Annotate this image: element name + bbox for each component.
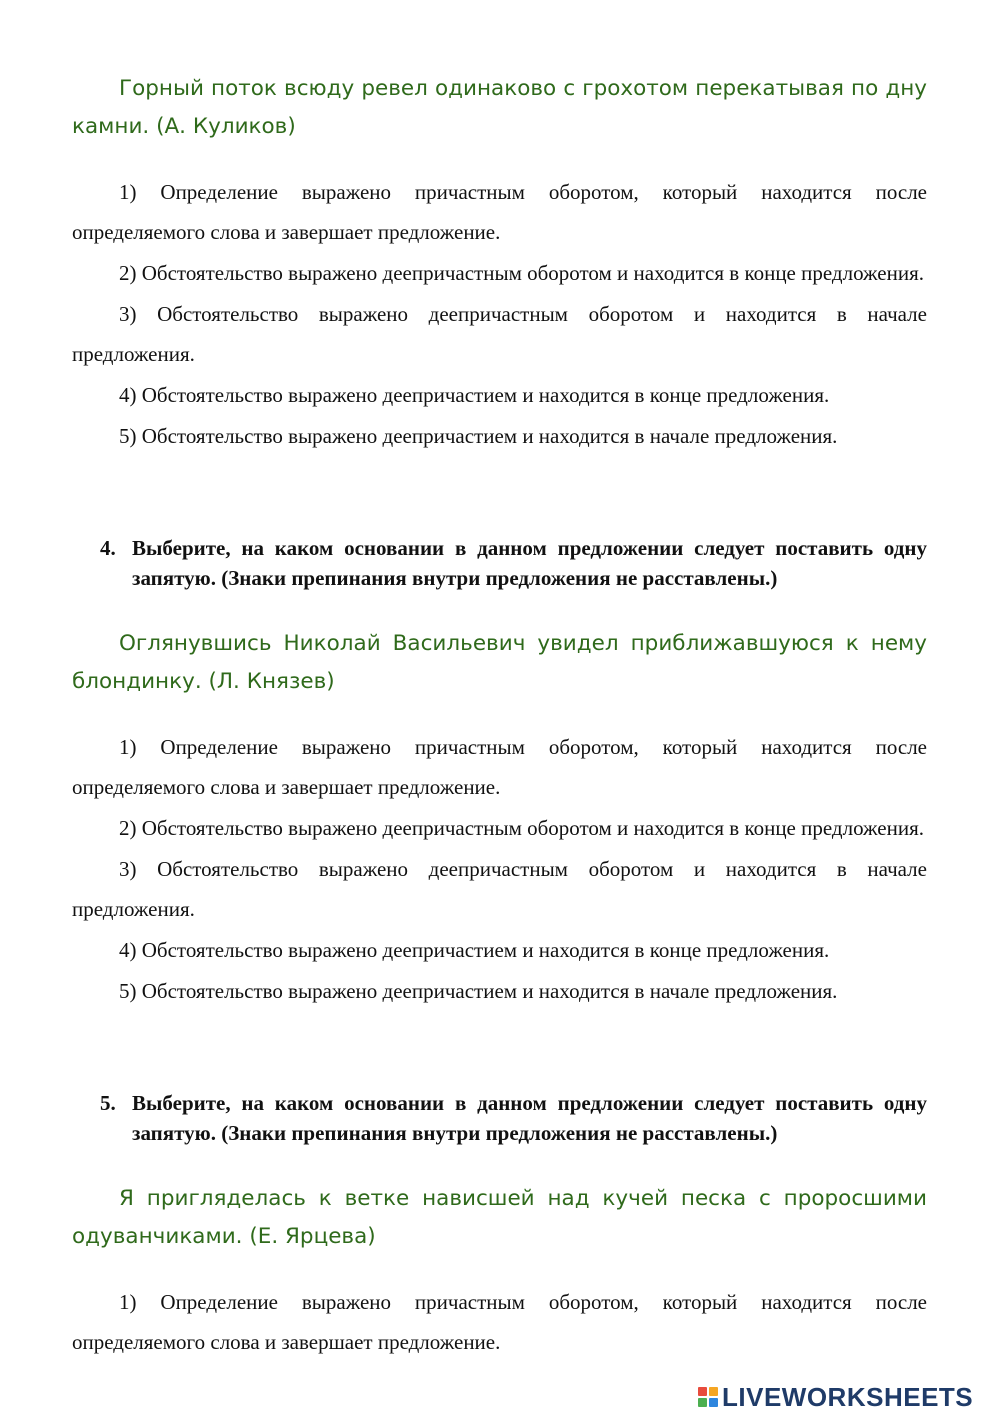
option-5[interactable]: 5) Обстоятельство выражено деепричастием и находится в начале предложения. <box>119 424 838 448</box>
options-list-5 <box>72 1282 927 1363</box>
example-sentence: Горный поток всюду ревел одинаково с грохотом перекатывая по дну камни. (А. Куликов) <box>72 76 927 139</box>
option-4[interactable]: 4) Обстоятельство выражено деепричастием и находится в конце предложения. <box>119 383 830 407</box>
question-text: Выберите, на каком основании в данном предложении следует поставить одну запятую. (Знаки препинания внутри предложения не расставлены.) <box>132 536 927 590</box>
option-4[interactable]: 4) Обстоятельство выражено деепричастием и находится в конце предложения. <box>119 938 830 962</box>
question-4 <box>100 533 927 593</box>
sentence-block-5 <box>72 1180 927 1256</box>
question-number: 4. <box>100 536 116 560</box>
example-sentence: Оглянувшись Николай Васильевич увидел приближавшуюся к нему блондинку. (Л. Князев) <box>72 631 927 694</box>
logo-square-green <box>698 1398 707 1407</box>
sentence-block-1 <box>72 70 927 146</box>
liveworksheets-logo[interactable] <box>698 1382 973 1412</box>
option-3[interactable]: 3) Обстоятельство выражено деепричастным оборотом и находится в начале предложения. <box>72 857 927 921</box>
option-5[interactable]: 5) Обстоятельство выражено деепричастием и находится в начале предложения. <box>119 979 838 1003</box>
option-1[interactable]: 1) Определение выражено причастным оборотом, который находится после определяемого слова и завершает предложение. <box>72 1290 927 1354</box>
option-2[interactable]: 2) Обстоятельство выражено деепричастным оборотом и находится в конце предложения. <box>119 816 924 840</box>
logo-text: LIVEWORKSHEETS <box>722 1381 974 1412</box>
option-2[interactable]: 2) Обстоятельство выражено деепричастным оборотом и находится в конце предложения. <box>119 261 924 285</box>
option-3[interactable]: 3) Обстоятельство выражено деепричастным оборотом и находится в начале предложения. <box>72 302 927 366</box>
question-5 <box>100 1088 927 1148</box>
options-list-1 <box>72 172 927 457</box>
option-1[interactable]: 1) Определение выражено причастным оборотом, который находится после определяемого слова и завершает предложение. <box>72 735 927 799</box>
logo-square-red <box>698 1387 707 1396</box>
question-number: 5. <box>100 1091 116 1115</box>
sentence-block-4 <box>72 625 927 701</box>
example-sentence: Я пригляделась к ветке нависшей над кучей песка с проросшими одуванчиками. (Е. Ярцева) <box>72 1186 927 1249</box>
option-1[interactable]: 1) Определение выражено причастным оборотом, который находится после определяемого слова и завершает предложение. <box>72 180 927 244</box>
liveworksheets-logo-icon <box>698 1387 718 1407</box>
options-list-4 <box>72 727 927 1012</box>
question-text: Выберите, на каком основании в данном предложении следует поставить одну запятую. (Знаки препинания внутри предложения не расставлены.) <box>132 1091 927 1145</box>
logo-square-orange <box>709 1387 718 1396</box>
logo-square-blue <box>709 1398 718 1407</box>
